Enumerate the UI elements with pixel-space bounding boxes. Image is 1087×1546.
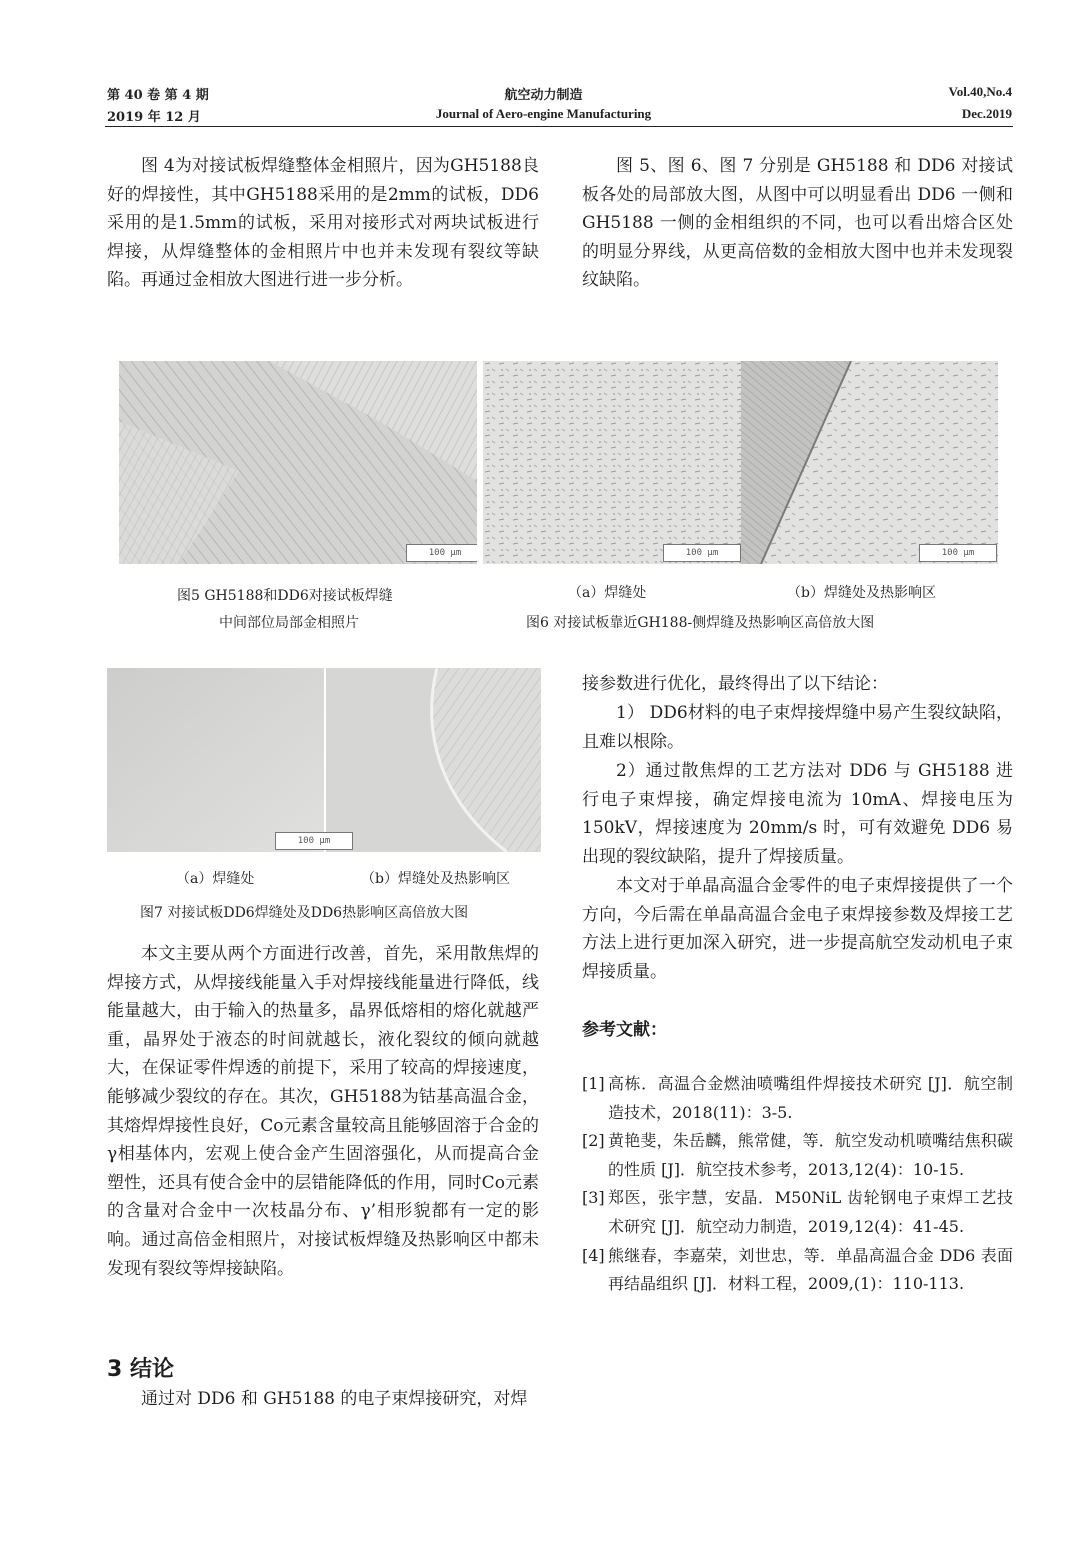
fig7a-subcaption: （a）焊缝处 (176, 871, 255, 887)
reference-item (582, 1242, 1013, 1299)
reference-item (582, 1127, 1013, 1184)
reference-number: [3] (582, 1188, 605, 1208)
reference-text: 黄艳斐，朱岳麟，熊常健，等．航空发动机喷嘴结焦积碳的性质 [J]．航空技术参考，2013,12(4)：10-15. (608, 1131, 1013, 1179)
journal-date-en: Dec.2019 (961, 106, 1012, 121)
conclusion-item-1: 1） DD6材料的电子束焊接焊缝中易产生裂纹缺陷，且难以根除。 (582, 703, 1013, 752)
fig6-caption: 图6 对接试板靠近GH188-侧焊缝及热影响区高倍放大图 (526, 615, 875, 631)
section-heading-conclusion: 3 结论 (107, 1357, 174, 1382)
fig5-micrograph (119, 361, 477, 564)
journal-title-en: Journal of Aero-engine Manufacturing (435, 106, 652, 121)
fig7-micrograph (107, 668, 541, 852)
references-title: 参考文献： (582, 1020, 667, 1040)
fig6a-scale-bar: 100 μm (663, 544, 741, 562)
journal-volume-issue: 第 40 卷 第 4 期 (107, 88, 209, 103)
fig5-caption-line1: 图5 GH5188和DD6对接试板焊缝 (177, 588, 393, 604)
paragraph-conclusion-continuation: 接参数进行优化，最终得出了以下结论： (582, 674, 888, 694)
paragraph-outlook: 本文对于单晶高温合金零件的电子束焊接提供了一个方向，今后需在单晶高温合金电子束焊接参数及焊接工艺方法上进行更加深入研究，进一步提高航空发动机电子束焊接质量。 (582, 876, 1013, 982)
paragraph-fig4-description: 图 4为对接试板焊缝整体金相照片，因为GH5188良好的焊接性，其中GH5188采用的是2mm的试板，DD6采用的是1.5mm的试板，采用对接形式对两块试板进行焊接，从焊缝整体的金相照片中也并未发现有裂纹等缺陷。再通过金相放大图进行进一步分析。 (107, 156, 539, 291)
journal-date-cn: 2019 年 12 月 (107, 110, 201, 125)
reference-text: 高栋．高温合金燃油喷嘴组件焊接技术研究 [J]．航空制造技术，2018(11)：3-5. (608, 1074, 1013, 1122)
paragraph-improvements: 本文主要从两个方面进行改善，首先，采用散焦焊的焊接方式，从焊接线能量入手对焊接线能量进行降低，线能量越大，由于输入的热量多，晶界低熔相的熔化就越严重，晶界处于液态的时间就越长，液化裂纹的倾向就越大，在保证零件焊透的前提下，采用了较高的焊接速度，能够减少裂纹的存在。其次，GH5188为钴基高温合金，其熔焊焊接性良好，Co元素含量较高且能够固溶于合金的γ相基体内，宏观上使合金产生固溶强化，从而提高合金塑性，还具有使合金中的层错能降低的作用，同时Co元素的含量对合金中一次枝晶分布、γ’相形貌都有一定的影响。通过高倍金相照片，对接试板焊缝及热影响区中都未发现有裂纹等焊接缺陷。 (107, 944, 539, 1279)
journal-title-cn: 航空动力制造 (504, 88, 583, 103)
fig6b-scale-bar: 100 μm (919, 544, 997, 562)
fig6a-micrograph (483, 361, 741, 564)
fig7a-scale-bar: 100 μm (275, 832, 353, 850)
conclusion-item-2: 2）通过散焦焊的工艺方法对 DD6 与 GH5188 进行电子束焊接，确定焊接电流为 10mA、焊接电压为150kV，焊接速度为 20mm/s 时，可有效避免 DD6 易出现的裂纹缺陷，提升了焊接质量。 (582, 761, 1013, 867)
reference-number: [2] (582, 1131, 605, 1151)
fig5-caption-line2: 中间部位局部金相照片 (219, 615, 359, 631)
fig6b-subcaption: （b）焊缝处及热影响区 (787, 585, 936, 601)
reference-item (582, 1184, 1013, 1241)
fig7-caption: 图7 对接试板DD6焊缝处及DD6热影响区高倍放大图 (140, 905, 469, 921)
reference-number: [4] (582, 1245, 605, 1265)
journal-volume-en: Vol.40,No.4 (948, 84, 1012, 99)
reference-item (582, 1070, 1013, 1127)
reference-number: [1] (582, 1074, 605, 1093)
paragraph-fig5-7-description: 图 5、图 6、图 7 分别是 GH5188 和 DD6 对接试板各处的局部放大图，从图中可以明显看出 DD6 一侧和 GH5188 一侧的金相组织的不同，也可以看出熔合区处的明显分界线，从更高倍数的金相放大图中也并未发现裂纹缺陷。 (582, 156, 1013, 291)
paragraph-conclusion-intro: 通过对 DD6 和 GH5188 的电子束焊接研究，对焊 (141, 1389, 528, 1409)
reference-text: 郑医，张宇慧，安晶．M50NiL 齿轮钢电子束焊工艺技术研究 [J]．航空动力制造，2019,12(4)：41-45. (608, 1188, 1013, 1236)
fig5-scale-bar: 100 μm (406, 544, 477, 562)
header-rule (105, 126, 1013, 127)
fig6b-micrograph (741, 361, 998, 564)
fig7b-subcaption: （b）焊缝处及热影响区 (361, 871, 510, 887)
fig6a-subcaption: （a）焊缝处 (568, 585, 647, 601)
reference-text: 熊继春，李嘉荣，刘世忠，等．单晶高温合金 DD6 表面再结晶组织 [J]．材料工程，2009,(1)：110-113. (608, 1245, 1013, 1294)
references-list (582, 1070, 1013, 1299)
